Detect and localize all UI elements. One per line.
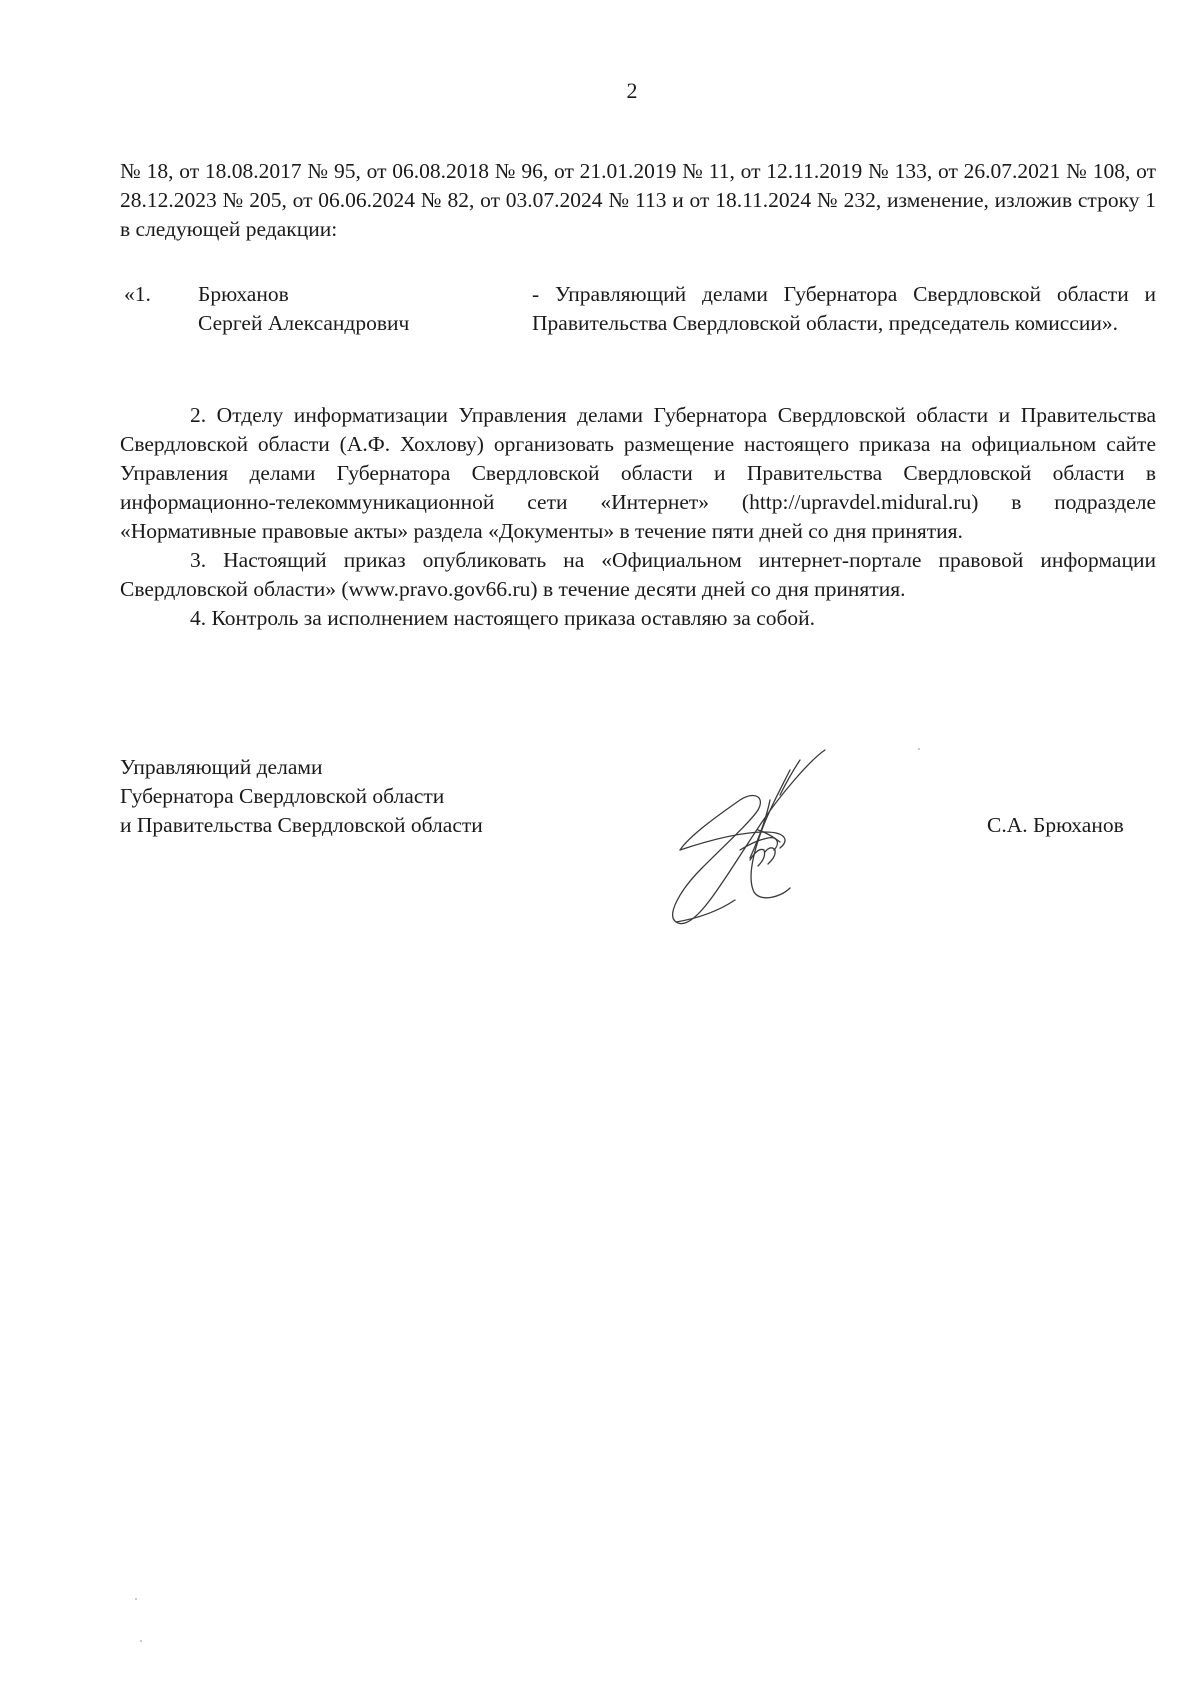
handwritten-signature [640,740,870,940]
paragraph-4: 4. Контроль за исполнением настоящего приказа оставляю за собой. [190,606,816,630]
scan-speck [140,1640,142,1642]
member-number: «1. [124,282,151,306]
member-role: - Управляющий делами Губернатора Свердловской области и Правительства Свердловской области, председатель комиссии». [532,282,1156,335]
signatory-name: С.А. Брюханов [987,813,1124,837]
position-line-1: Управляющий делами [120,755,323,779]
member-name [198,280,498,338]
signatory-position [120,753,483,840]
member-given-names: Сергей Александрович [198,311,410,335]
position-line-2: Губернатора Свердловской области [120,784,445,808]
scan-speck [918,748,920,750]
paragraph-3: 3. Настоящий приказ опубликовать на «Официальном интернет-портале правовой информации Свердловской области» (www.pravo.gov66.ru) в течение десяти дней со дня принятия. [120,548,1156,601]
amendment-intro-text: № 18, от 18.08.2017 № 95, от 06.08.2018 № 96, от 21.01.2019 № 11, от 12.11.2019 № 133, от 26.07.2021 № 108, от 28.12.2023 № 205, от 06.06.2024 № 82, от 03.07.2024 № 113 и от 18.11.2024 № 232, изменение, изложив строку 1 в следующей редакции: [120,159,1156,241]
order-paragraphs [120,401,1156,633]
scan-speck [135,1598,137,1600]
page-number: 2 [626,78,638,103]
paragraph-2: 2. Отделу информатизации Управления делами Губернатора Свердловской области и Правительства Свердловской области (А.Ф. Хохлову) организовать размещение настоящего приказа на официальном сайте Управления делами Губернатора Свердловской области и Правительства Свердловской области в информационно-телекоммуникационной сети «Интернет» (http://upravdel.midural.ru) в подразделе «Нормативные правовые акты» раздела «Документы» в течение пяти дней со дня принятия. [120,403,1156,543]
member-surname: Брюханов [198,282,289,306]
position-line-3: и Правительства Свердловской области [120,813,483,837]
